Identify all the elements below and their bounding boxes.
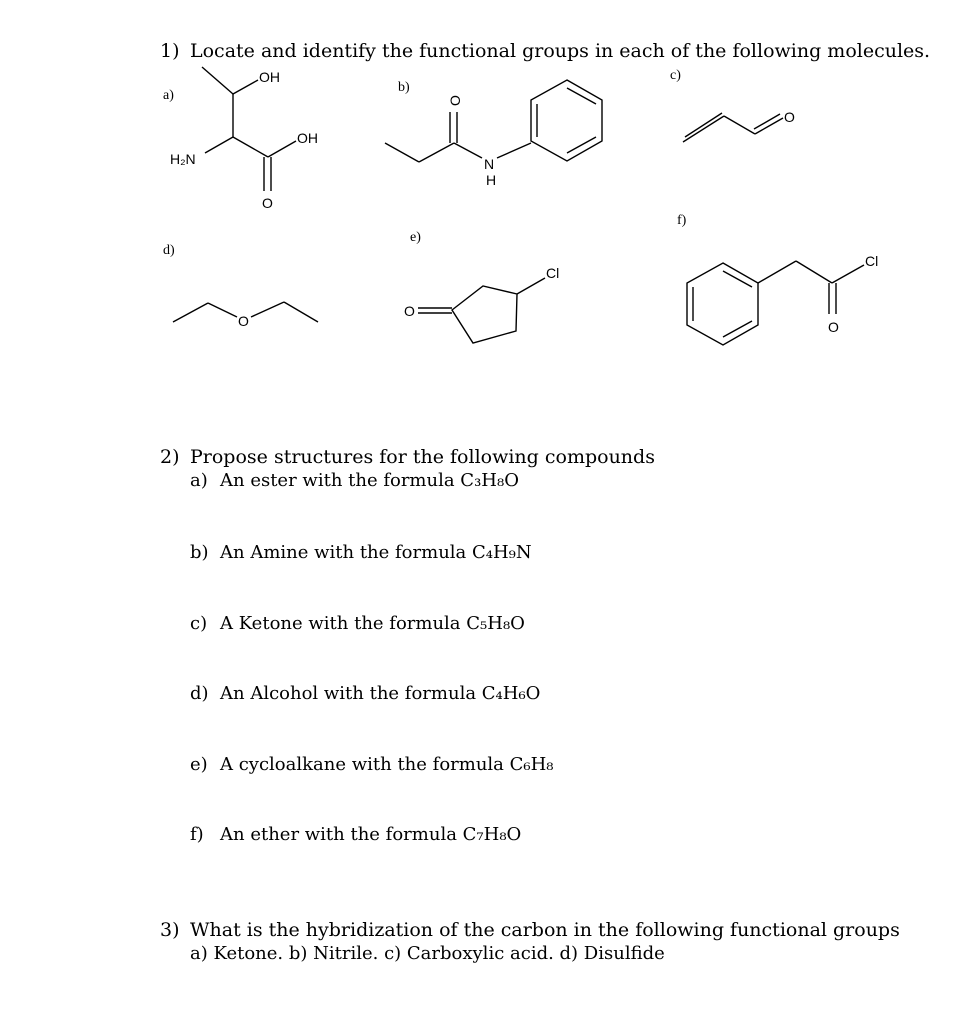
atom-oh-a1: OH [259,69,280,85]
molecule-label-a: a) [163,88,174,103]
q2-item-c-text: A Ketone with the formula C₅H₈O [220,613,525,634]
atom-cl-e: Cl [546,265,560,281]
atom-oh-a2: OH [297,130,318,146]
q2-item-b-letter: b) [190,542,209,563]
question-3-text: What is the hybridization of the carbon in the following functional groups [190,919,900,941]
question-1-text: Locate and identify the functional groups in each of the following molecules. [190,40,931,62]
atom-o-d: O [238,313,249,329]
atom-n-b: N [484,156,495,172]
q2-item-f-letter: f) [190,824,204,845]
molecule-label-e: e) [410,230,421,245]
question-2-text: Propose structures for the following compounds [190,446,655,468]
question-2-number: 2) [160,446,180,468]
atom-cl-f: Cl [865,253,879,269]
q2-item-b-text: An Amine with the formula C₄H₉N [220,542,532,563]
molecule-a-structure [0,0,970,420]
atom-o-f: O [828,319,839,335]
atom-o-a: O [262,195,273,211]
molecule-label-d: d) [163,243,175,258]
q2-item-a-text: An ester with the formula C₃H₈O [220,470,519,491]
q2-item-f-text: An ether with the formula C₇H₈O [220,824,522,845]
atom-o-e: O [404,303,415,319]
q2-item-a-letter: a) [190,470,208,491]
q2-item-d-text: An Alcohol with the formula C₄H₆O [220,683,541,704]
question-1-number: 1) [160,40,180,62]
atom-h-b: H [486,172,497,188]
atom-h2n-a: H₂N [170,151,196,167]
q2-item-c-letter: c) [190,613,208,634]
atom-o-c: O [784,109,795,125]
q2-item-e-letter: e) [190,754,208,775]
atom-o-b: O [447,95,463,106]
question-3-options: a) Ketone. b) Nitrile. c) Carboxylic acid. d) Disulfide [190,943,665,964]
q2-item-d-letter: d) [190,683,209,704]
molecule-label-b: b) [398,80,410,95]
molecule-label-c: c) [670,68,681,83]
molecule-label-f: f) [677,213,687,228]
question-3-number: 3) [160,919,180,941]
q2-item-e-text: A cycloalkane with the formula C₆H₈ [220,754,554,775]
